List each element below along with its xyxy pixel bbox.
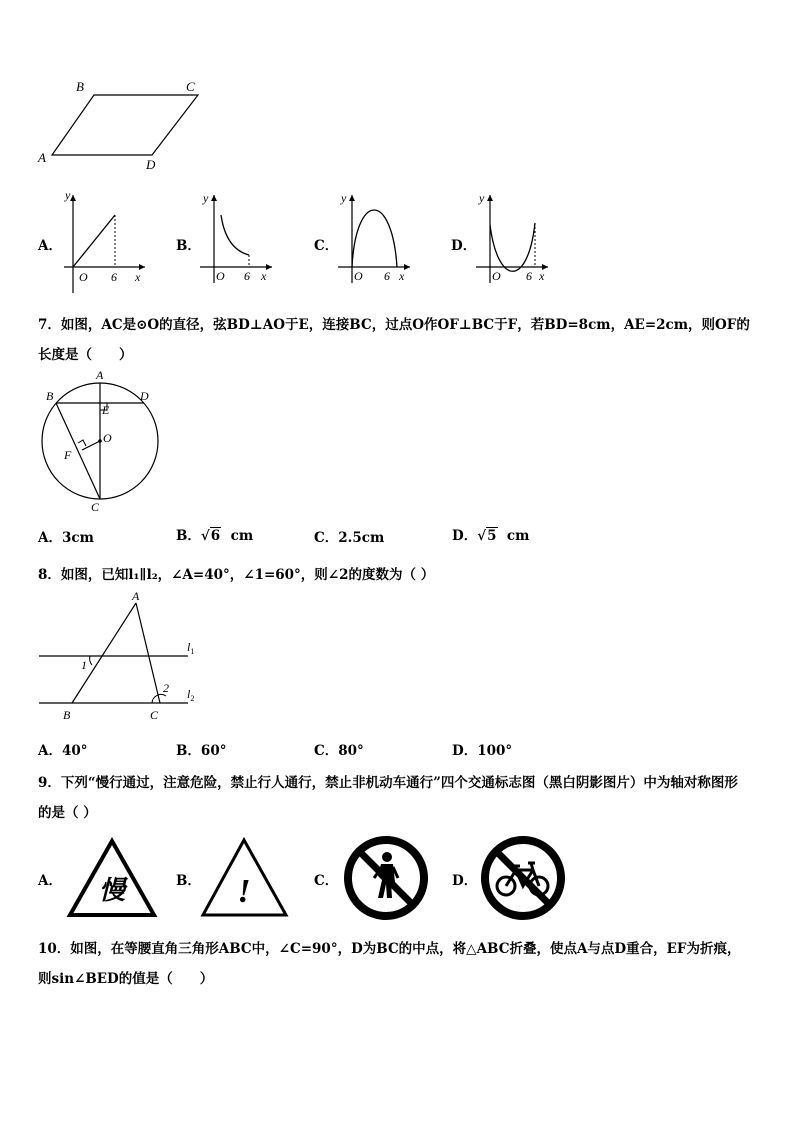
q10-question-line2: 则sin∠BED的值是（ ）	[38, 971, 214, 987]
q9-question-line2: 的是（ ）	[38, 805, 97, 821]
q6-graph-b[interactable]	[196, 187, 276, 287]
option-unit: cm	[230, 528, 254, 544]
q8-option-a[interactable]	[38, 739, 88, 759]
q8-question-line1: 8．如图，已知l₁∥l₂，∠A=40°，∠1=60°，则∠2的度数为（ ）	[38, 567, 435, 583]
origin-label: O	[354, 269, 363, 283]
option-text: 3cm	[61, 530, 94, 546]
vertex-label-b: B	[76, 79, 84, 94]
x-axis-label: x	[539, 269, 545, 283]
exclamation-icon: !	[237, 873, 251, 910]
q9-question-line1: 9．下列“慢行通过，注意危险，禁止行人通行，禁止非机动车通行”四个交通标志图（黑白阴影图片）中为轴对称图形	[38, 775, 738, 791]
tick-label: 6	[526, 269, 532, 283]
option-text: 2.5cm	[338, 530, 385, 546]
y-axis-label: y	[203, 191, 209, 205]
option-letter: B．	[176, 743, 201, 759]
y-axis-label: y	[65, 188, 71, 202]
q6-option-b-letter[interactable]: B．	[176, 238, 201, 254]
sqrt-icon: √6	[200, 528, 221, 544]
q6-graph-c[interactable]	[334, 187, 414, 287]
q6-option-d-letter[interactable]: D．	[451, 238, 477, 254]
downward-parabola-graph	[352, 210, 397, 267]
q8-option-c[interactable]	[314, 739, 364, 759]
q6-option-c-letter[interactable]: C．	[314, 238, 339, 254]
q7-label-c: C	[91, 500, 100, 514]
q8-label-l2: $l_2$	[187, 687, 195, 703]
option-letter: C．	[314, 743, 339, 759]
q7-circle-figure	[36, 366, 166, 514]
parallelogram-shape	[52, 95, 198, 155]
slow-sign-glyph: 慢	[98, 876, 126, 905]
q8-angle-1: 1	[81, 658, 87, 672]
q7-option-d[interactable]	[452, 524, 529, 544]
origin-label: O	[492, 269, 501, 283]
no-pedestrian-sign[interactable]	[340, 832, 432, 924]
option-letter: C．	[314, 530, 339, 546]
q6-graph-a[interactable]	[60, 187, 150, 295]
vertex-label-a: A	[38, 150, 46, 165]
x-axis-label: x	[135, 270, 141, 284]
q8-option-b[interactable]	[176, 739, 226, 759]
option-letter: D．	[452, 743, 478, 759]
q9-option-d-letter[interactable]: D．	[452, 873, 478, 889]
tick-label: 6	[384, 269, 390, 283]
q9-option-a-letter[interactable]: A．	[38, 873, 62, 889]
q8-option-d[interactable]	[452, 739, 512, 759]
radicand: 6	[210, 528, 221, 544]
q8-label-a: A	[132, 589, 140, 603]
q7-question-line2: 长度是（ ）	[38, 347, 133, 363]
option-letter: A．	[38, 530, 62, 546]
q9-option-c-letter[interactable]: C．	[314, 873, 339, 889]
q7-question-line1: 7．如图，AC是⊙O的直径，弦BD⊥AO于E，连接BC，过点O作OF⊥BC于F，若BD=8cm，AE=2cm，则OF的	[38, 317, 750, 333]
q8-label-l1: $l_1$	[187, 640, 195, 656]
q9-option-b-letter[interactable]: B．	[176, 873, 201, 889]
q6-option-a-letter[interactable]: A．	[38, 238, 62, 254]
x-axis-label: x	[261, 269, 267, 283]
q8-label-c: C	[150, 708, 159, 722]
linear-graph	[73, 215, 115, 267]
q7-option-c[interactable]	[314, 526, 384, 546]
x-axis-label: x	[399, 269, 405, 283]
q7-label-a: A	[96, 368, 104, 382]
slow-sign[interactable]	[66, 837, 158, 921]
vertex-label-c: C	[186, 79, 195, 94]
y-axis-label: y	[479, 191, 485, 205]
option-text: 80°	[338, 743, 364, 759]
sqrt-icon: √5	[477, 528, 497, 544]
q7-option-a[interactable]	[38, 526, 94, 546]
q7-label-e: E	[102, 403, 110, 417]
y-axis-label: y	[341, 191, 347, 205]
option-text: 100°	[477, 743, 513, 759]
q8-angle-2: 2	[163, 681, 169, 695]
danger-sign[interactable]	[200, 836, 290, 920]
no-bicycle-sign[interactable]	[476, 832, 570, 924]
option-letter: B．	[176, 528, 201, 544]
vertex-label-d: D	[146, 157, 156, 172]
option-text: 40°	[61, 743, 88, 759]
origin-label: O	[216, 269, 225, 283]
q7-option-b[interactable]	[176, 524, 253, 544]
upward-parabola-graph	[490, 223, 535, 271]
q7-label-b: B	[46, 389, 54, 403]
radicand: 5	[487, 528, 497, 544]
q10-question-line1: 10．如图，在等腰直角三角形ABC中，∠C=90°，D为BC的中点，将△ABC折叠，使点A与点D重合，EF为折痕，	[38, 941, 741, 957]
q8-parallel-lines-figure	[36, 588, 211, 723]
decreasing-curve-graph	[221, 215, 249, 255]
tick-label: 6	[111, 270, 117, 284]
q7-label-o: O	[103, 431, 112, 445]
tick-label: 6	[244, 269, 250, 283]
q6-graph-d[interactable]	[472, 187, 552, 287]
parallelogram-figure	[30, 78, 210, 173]
q7-label-d: D	[140, 389, 149, 403]
origin-label: O	[79, 270, 88, 284]
option-letter: A．	[38, 743, 62, 759]
q7-label-f: F	[64, 448, 72, 462]
option-text: 60°	[200, 743, 227, 759]
option-unit: cm	[506, 528, 530, 544]
q8-label-b: B	[63, 708, 71, 722]
option-letter: D．	[452, 528, 478, 544]
